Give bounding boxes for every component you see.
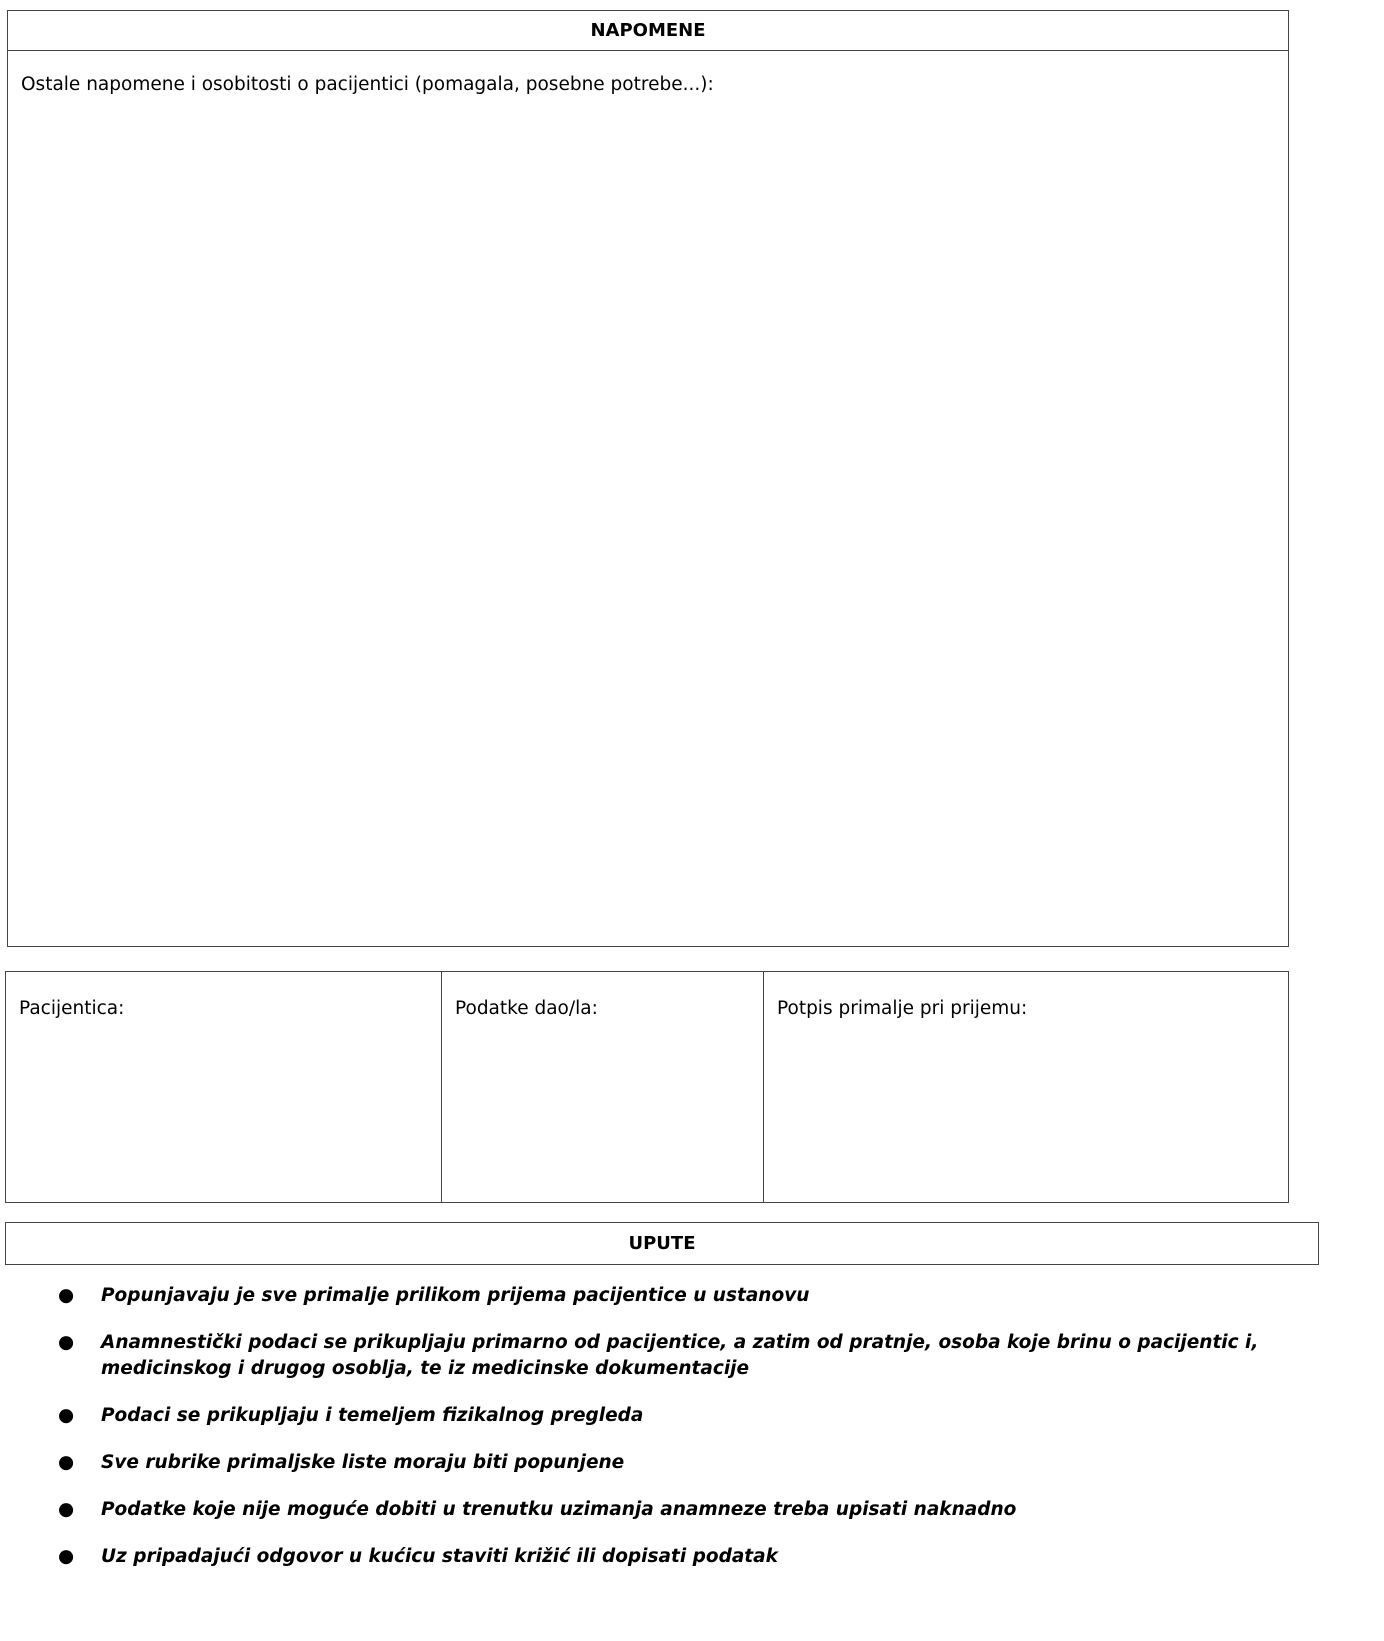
napomene-title: NAPOMENE bbox=[8, 11, 1288, 51]
informant-label: Podatke dao/la: bbox=[455, 998, 598, 1019]
list-item: ● Podaci se prikupljaju i temeljem fizikalnog pregleda bbox=[0, 1403, 1290, 1429]
list-item: ● Podatke koje nije moguće dobiti u trenutku uzimanja anamneze treba upisati naknadno bbox=[0, 1497, 1290, 1523]
list-item: ● Anamnestički podaci se prikupljaju primarno od pacijentice, a zatim od pratnje, osoba koje brinu o pacijentic i, medicinskog i drugog osoblja, te iz medicinske dokumentacije bbox=[58, 1332, 1259, 1379]
instructions-list bbox=[0, 1283, 1290, 1591]
patient-label: Pacijentica: bbox=[19, 998, 125, 1019]
list-item: ● Popunjavaju je sve primalje prilikom prijema pacijentice u ustanovu bbox=[0, 1283, 1290, 1309]
list-item: ● Uz pripadajući odgovor u kućicu staviti križić ili dopisati podatak bbox=[0, 1544, 1290, 1570]
midwife-label: Potpis primalje pri prijemu: bbox=[777, 998, 1028, 1019]
bullet-icon: ● bbox=[58, 1452, 75, 1473]
upute-title: UPUTE bbox=[5, 1222, 1319, 1265]
bullet-icon: ● bbox=[58, 1546, 75, 1567]
midwife-signature-field[interactable] bbox=[764, 972, 1288, 1202]
list-item: ● Sve rubrike primaljske liste moraju biti popunjene bbox=[0, 1450, 1290, 1476]
signature-table bbox=[5, 971, 1289, 1203]
informant-signature-field[interactable] bbox=[442, 972, 764, 1202]
bullet-icon: ● bbox=[58, 1499, 75, 1520]
bullet-icon: ● bbox=[58, 1332, 75, 1353]
patient-signature-field[interactable] bbox=[6, 972, 442, 1202]
notes-label: Ostale napomene i osobitosti o pacijentici (pomagala, posebne potrebe...): bbox=[21, 74, 714, 95]
bullet-icon: ● bbox=[58, 1405, 75, 1426]
napomene-section bbox=[7, 10, 1289, 947]
bullet-icon: ● bbox=[58, 1285, 75, 1306]
